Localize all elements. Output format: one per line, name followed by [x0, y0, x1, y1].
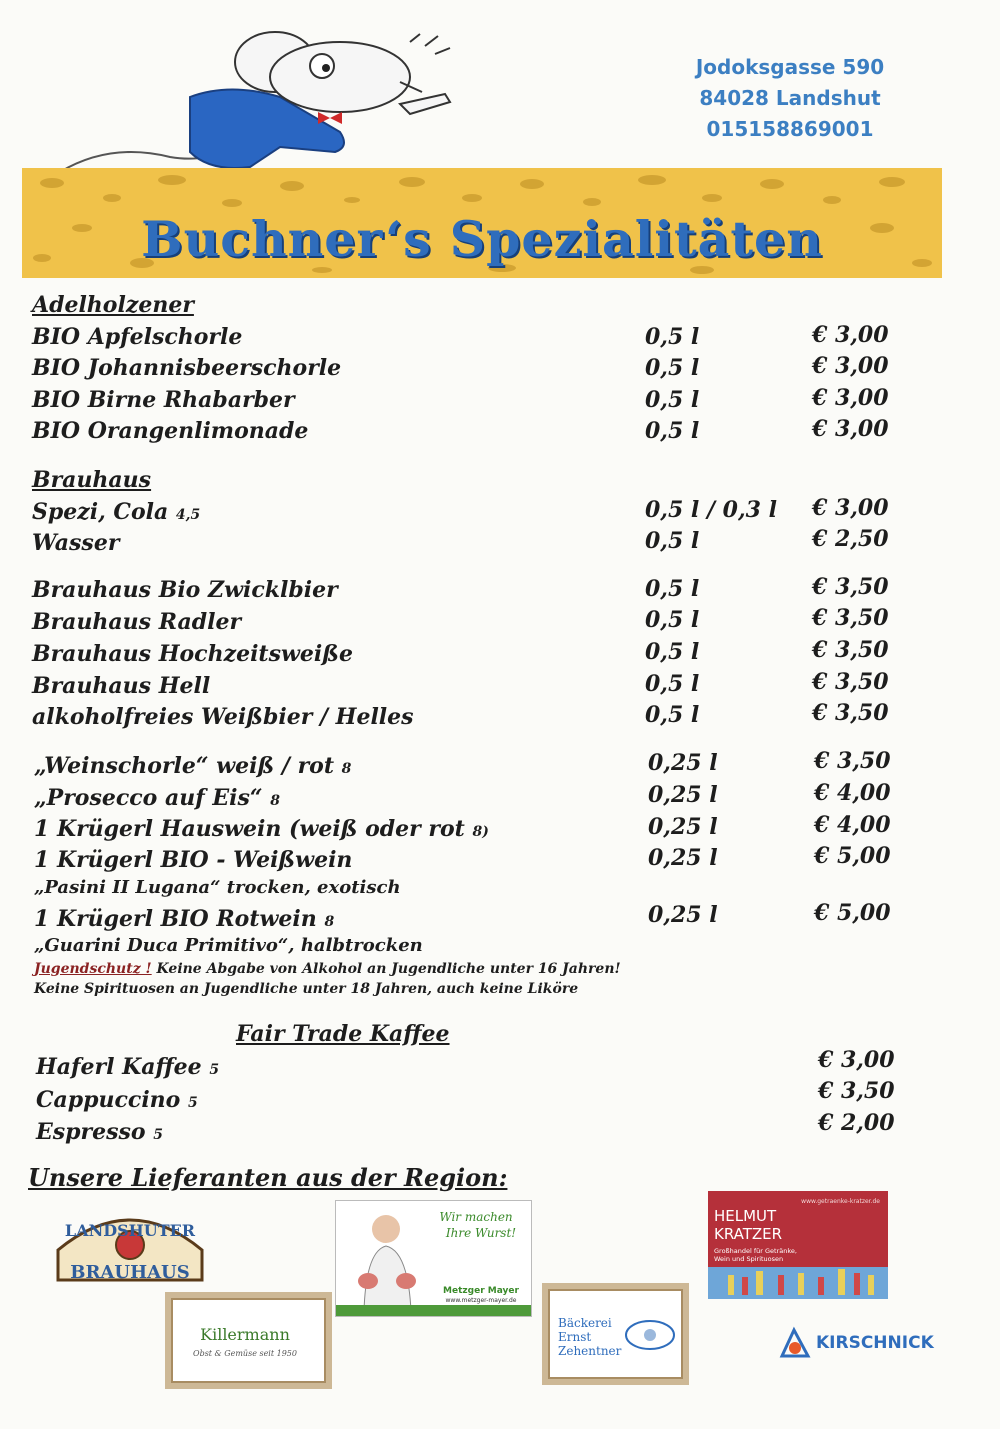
item-price: € 3,50: [812, 605, 889, 631]
item-name: alkoholfreies Weißbier / Helles: [32, 704, 414, 730]
item-name: Espresso 5: [36, 1119, 163, 1145]
item-qty: 0,5 l: [645, 576, 700, 602]
item-name: BIO Johannisbeerschorle: [32, 355, 342, 381]
item-qty: 0,25 l: [648, 902, 718, 928]
section-heading-adelholzener: Adelholzener: [32, 292, 194, 318]
item-qty: 0,5 l: [645, 324, 700, 350]
item-name: 1 Krügerl Hauswein (weiß oder rot 8): [34, 816, 489, 842]
kirschnick-logo: [778, 1322, 958, 1366]
item-name: Wasser: [32, 530, 120, 556]
metzger-name: Metzger Mayer: [443, 1286, 519, 1296]
item-qty: 0,5 l: [645, 607, 700, 633]
item-name: BIO Orangenlimonade: [32, 418, 309, 444]
item-name: Brauhaus Hochzeitsweiße: [32, 641, 353, 667]
baeckerei-line3: Zehentner: [558, 1344, 622, 1358]
item-price: € 5,00: [814, 900, 891, 926]
item-name: „Prosecco auf Eis“ 8: [34, 785, 280, 811]
item-name: BIO Apfelschorle: [32, 324, 243, 350]
item-price: € 3,50: [814, 748, 891, 774]
item-qty: 0,5 l: [645, 355, 700, 381]
kratzer-desc2: Wein und Spirituosen: [714, 1255, 784, 1263]
item-price: € 3,50: [812, 637, 889, 663]
address-phone: 015158869001: [706, 117, 874, 141]
item-price: € 3,50: [812, 669, 889, 695]
kratzer-line1: HELMUT: [714, 1207, 777, 1225]
item-qty: 0,25 l: [648, 750, 718, 776]
item-price: € 3,00: [812, 495, 889, 521]
kirschnick-name: KIRSCHNICK: [816, 1333, 934, 1353]
item-name: 1 Krügerl BIO - Weißwein: [34, 847, 353, 873]
address-block: [640, 52, 940, 145]
metzger-mayer-logo: [335, 1200, 532, 1317]
item-price: € 4,00: [814, 812, 891, 838]
baeckerei-line2: Ernst: [558, 1330, 592, 1344]
item-qty: 0,5 l: [645, 639, 700, 665]
killermann-name: Killermann: [200, 1325, 290, 1344]
item-qty: 0,5 l: [645, 528, 700, 554]
title-banner: [22, 168, 942, 278]
address-city: 84028 Landshut: [699, 86, 881, 110]
baeckerei-zehentner-logo: [542, 1283, 689, 1385]
item-qty: 0,25 l: [648, 845, 718, 871]
item-qty: 0,5 l / 0,3 l: [645, 497, 777, 523]
kratzer-url: www.getraenke-kratzer.de: [801, 1198, 880, 1205]
section-heading-coffee: Fair Trade Kaffee: [236, 1021, 450, 1047]
item-name: Haferl Kaffee 5: [36, 1054, 220, 1080]
item-qty: 0,5 l: [645, 418, 700, 444]
item-price: € 5,00: [814, 843, 891, 869]
item-qty: 0,5 l: [645, 671, 700, 697]
item-qty: 0,5 l: [645, 387, 700, 413]
item-price: € 2,00: [818, 1110, 895, 1136]
kratzer-line2: KRATZER: [714, 1225, 783, 1243]
item-qty: 0,25 l: [648, 782, 718, 808]
landshuter-logo-top: LANDSHUTER: [64, 1221, 196, 1240]
item-name: Spezi, Cola 4,5: [32, 499, 201, 525]
item-price: € 3,00: [812, 416, 889, 442]
item-price: € 3,50: [812, 574, 889, 600]
item-name: „Weinschorle“ weiß / rot 8: [34, 753, 352, 779]
item-name: Brauhaus Radler: [32, 609, 242, 635]
youth-protection-notice: Jugendschutz ! Keine Abgabe von Alkohol an Jugendliche unter 16 Jahren!: [34, 961, 621, 977]
address-street: Jodoksgasse 590: [695, 55, 885, 79]
suppliers-heading: Unsere Lieferanten aus der Region:: [28, 1163, 508, 1192]
metzger-slogan-1: Wir machen: [439, 1210, 513, 1224]
item-qty: 0,25 l: [648, 814, 718, 840]
item-name: 1 Krügerl BIO Rotwein 8: [34, 906, 335, 932]
section-heading-brauhaus: Brauhaus: [32, 467, 152, 493]
item-price: € 3,00: [812, 322, 889, 348]
item-name: Cappuccino 5: [36, 1087, 198, 1113]
item-price: € 3,00: [812, 353, 889, 379]
item-name: BIO Birne Rhabarber: [32, 387, 295, 413]
killermann-sub: Obst & Gemüse seit 1950: [193, 1349, 297, 1358]
killermann-logo: [165, 1292, 332, 1389]
metzger-slogan-2: Ihre Wurst!: [445, 1226, 517, 1240]
kratzer-desc1: Großhandel für Getränke,: [714, 1247, 797, 1255]
menu-title: Buchner‘s Spezialitäten: [141, 210, 823, 268]
item-price: € 2,50: [812, 526, 889, 552]
landshuter-brauhaus-logo: [50, 1200, 210, 1292]
item-description: „Guarini Duca Primitivo“, halbtrocken: [34, 935, 423, 956]
item-qty: 0,5 l: [645, 702, 700, 728]
baeckerei-line1: Bäckerei: [558, 1316, 612, 1330]
item-price: € 3,00: [818, 1047, 895, 1073]
landshuter-logo-bottom: BRAUHAUS: [70, 1262, 190, 1283]
item-price: € 3,50: [818, 1078, 895, 1104]
youth-protection-notice-2: Keine Spirituosen an Jugendliche unter 18 Jahren, auch keine Liköre: [34, 981, 579, 997]
metzger-url: www.metzger-mayer.de: [445, 1297, 517, 1304]
item-price: € 3,50: [812, 700, 889, 726]
item-name: Brauhaus Hell: [32, 673, 211, 699]
item-price: € 4,00: [814, 780, 891, 806]
item-price: € 3,00: [812, 385, 889, 411]
helmut-kratzer-logo: [708, 1191, 888, 1299]
item-name: Brauhaus Bio Zwicklbier: [32, 577, 338, 603]
item-description: „Pasini II Lugana“ trocken, exotisch: [34, 877, 401, 898]
